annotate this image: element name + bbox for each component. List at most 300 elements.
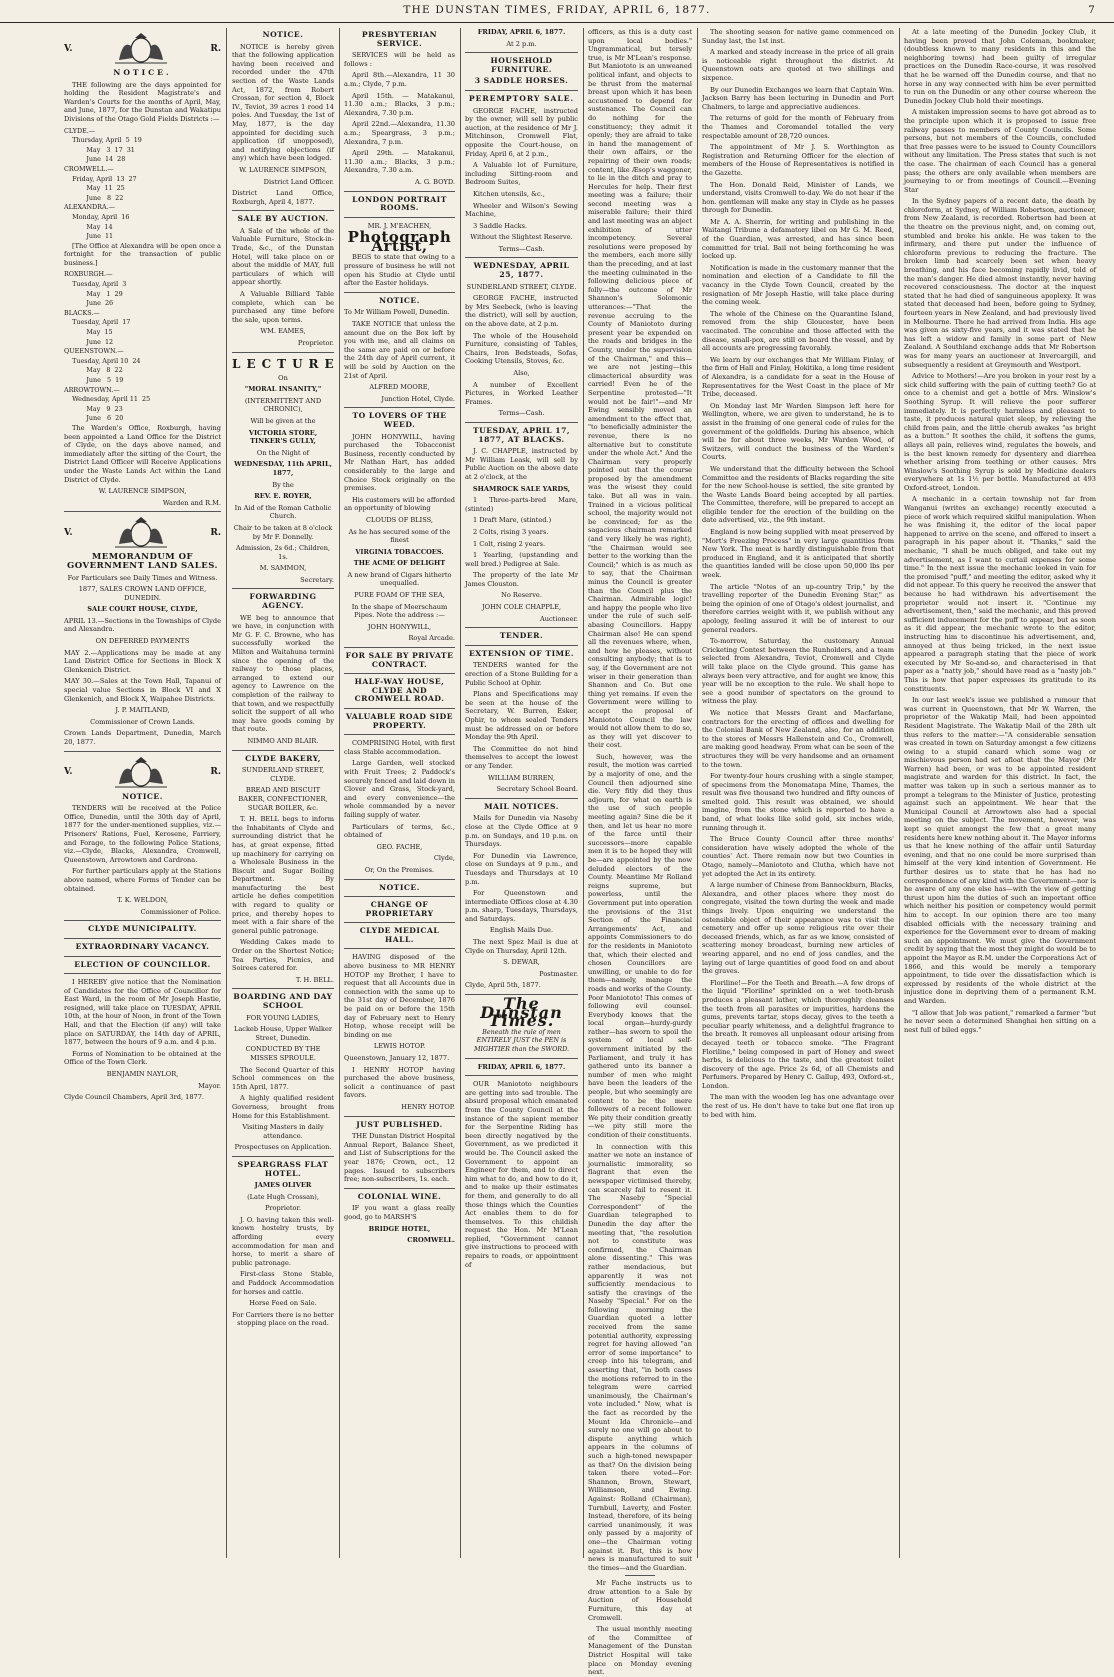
also: Also, xyxy=(513,369,530,377)
separator xyxy=(465,798,578,799)
property-particulars: Particulars of terms, &c., obtained of xyxy=(344,822,455,840)
schedule-line: ALEXANDRA.— xyxy=(64,203,116,212)
courts-notice-body: THE following are the days appointed for holding the Resident Magistrate's and Warden's Courts for the months of April, May, and June, 1877, for the Dunstan and Wakatipu Divisions of the Otago Gold Fields Districts :— xyxy=(64,80,221,123)
news-item-15: To-morrow, Saturday, the customary Annual Cricketing Contest between the Runholders, and a team selected from Alexandra, Teviot, Cromwell and Clyde will take place on the Clyde ground. This game has always been very attractive, and for aught we know, this year will be no exception to the rule. We shall hope to see a good number of spectators on the ground to witness the play. xyxy=(702,637,894,706)
saddle-horses-heading: 3 SADDLE HORSES. xyxy=(474,76,569,86)
naylor-dateline: Clyde Council Chambers, April 3rd, 1877. xyxy=(64,1093,205,1102)
schedule-line: Tuesday, April 3 xyxy=(64,280,127,289)
queenstown-dateline: Queenstown, January 12, 1877. xyxy=(344,1054,450,1062)
bell-body-2: Wedding Cakes made to Order on the Shortest Notice; Tea Parties, Picnics, and Soirees catered for. xyxy=(232,938,334,973)
editorial-part-3: In connection with this matter we note an instance of journalistic immorality, so flagrant that even the newspaper victimised thereby, can scarcely fail to resent it. The Naseby "Special Correspondent" of the Guardian telegraphed to Dunedin the day after the meeting that, "the resolution not to constitute was confirmed, the Chairman alone dissenting." This was rather mendacious, but apparently it was not sufficiently mendacious to satisfy the cravings of the Naseby "Special." For on the following morning the Guardian quoted a letter received from the same potential authority, expressing regret for having allowed "an error of some importance" to creep into his telegram, and asserting that, "in both cases the motions referred to in the telegram were carried unanimously, the Chairman's vote included." Now, what is the fact as recorded by the Mount Ida Chronicle—and surely no one will go about to dispute anything which appears in the columns of such a high-toned newspaper as that? On the division being taken there voted—For: Shannon, Brown, Stewart, Williamson, and Ewing. Against: Rolland (Chairman), Turnbull, Laverty, and Foster. Instead, therefore, of its being carried unanimously, it was only passed by a majority of one—the Chairman voting against it. But, this is how news is manufactured to suit the times—and the Guardian. xyxy=(588,1142,692,1572)
halfway-house-heading: HALF-WAY HOUSE, CLYDE AND CROMWELL ROAD. xyxy=(354,677,445,704)
schedule-line: ROXBURGH.— xyxy=(64,270,113,279)
lecture-venue: VICTORIA STORE, TINKER'S GULLY, xyxy=(248,428,318,446)
bell-body: T. H. BELL begs to inform the Inhabitants of Clyde and surrounding district that he has, at great expense, fitted up machinery for carrying on a Wholesale Business in the Biscuit and Sugar Boiling Department. By manufacturing the best article he defies competition with regard to quality or price, and thereby hopes to meet with a fair share of the general public patronage. xyxy=(232,815,334,935)
no-reserve: No Reserve. xyxy=(501,591,542,600)
presbyterian-heading: PRESBYTERIAN SERVICE. xyxy=(361,30,438,48)
colonial-wine-body: IF you want a glass really good, go to MARSH'S xyxy=(344,1204,455,1221)
dewar-signature: S. DEWAR, xyxy=(503,958,540,967)
weldon-title: Commissioner of Police. xyxy=(140,907,221,916)
tender-heading: TENDER. xyxy=(499,631,544,641)
london-portrait-heading: LONDON PORTRAIT ROOMS. xyxy=(352,194,447,213)
lecture-heading: LECTURE xyxy=(232,356,340,371)
schedule-line: June 11 xyxy=(64,232,114,241)
news-item-7: Mr A. A. Sherrin, for writing and publishing in the Waitangi Tribune a defamatory libel on Mr G. M. Reed, of the Guardian, was arrested, and has since been committed for trial. Bail not being forthcoming he was locked up. xyxy=(702,217,894,261)
editorial-part-2: Such, however, was the result, the motion was carried by a majority of one, and the Council then adjourned sine die. Very fitly did they thus adjourn, for what on earth is the use of such people meeting again? Sine die be it then, and let us hear no more of the farce until their successors—more capable men it is to be hoped they will be—are appointed by the now deluded electors of the County. Meantime Mr Rolland reigns supreme, but powerless, until the Government put into operation the provisions of the 31st Section of the Financial Arrangements' Act, and appoints Commissioners to do for the residents in Maniototo that, which their elected and chosen Councillors are unwilling, or unable to do for them—namely, manage the roads and works of the County. Poor Maniototo! This comes of following evil counsel. Everybody knows that the local organ—hurdy-gurdy rather—has sworn to spoil the system of local self-government initiated by the Parliament, and truly it has gathered unto its banner a number of men who might have been the leaders of the people, but who seemingly are content to be the mere followers of a recent follower. We pity their condition greatly—we pity still more the condition of their constituents. xyxy=(588,752,692,1139)
land-office-dateline: District Land Office, Roxburgh, April 4, 1877. xyxy=(232,189,334,206)
column-2 xyxy=(228,28,338,1558)
lecture-by: By the xyxy=(272,480,294,489)
election-body-2: Forms of Nomination to be obtained at the Office of the Town Clerk. xyxy=(64,1049,221,1067)
schedule-line: Thursday, April 5 19 xyxy=(64,136,142,145)
weed-body: JOHN HONYWILL, having purchased the Tobacconist Business, recently conducted by Mr Nathan Hart, has added considerably to the large and Choice Stock originally on the premises. xyxy=(344,432,455,493)
horse-lot-2: 1 Draft Mare, (stinted.) xyxy=(473,516,552,525)
just-published-heading: JUST PUBLISHED. xyxy=(356,1119,443,1129)
oliver-horse-feed: Horse Feed on Sale. xyxy=(249,1299,317,1308)
oliver-late: (Late Hugh Crossan), xyxy=(247,1192,319,1201)
separator xyxy=(344,191,455,192)
peremptory-sale-heading: PEREMPTORY SALE. xyxy=(468,93,575,103)
schedule-line: QUEENSTOWN.— xyxy=(64,347,124,356)
royal-crest xyxy=(64,32,221,66)
fache-signature: GEO. FACHE, xyxy=(376,842,423,851)
presbyterian-line-4: April 29th. — Matakanui, 11.30 a.m.; Blacks, 3 p.m.; Alexandra, 7.30 a.m. xyxy=(344,149,455,175)
presbyterian-line-3: April 22nd.—Alexandra, 11.30 a.m.; Speargrass, 3 p.m.; Alexandra, 7 p.m. xyxy=(344,120,455,146)
separator xyxy=(232,352,334,353)
crest-letter-v: V. xyxy=(64,43,73,54)
speargrass-heading: SPEARGRASS FLAT HOTEL. xyxy=(237,1159,329,1178)
separator xyxy=(344,708,455,709)
schedule-line: June 5 19 xyxy=(64,376,124,384)
page-header xyxy=(0,0,1114,23)
memo-sales-office: 1877, SALES CROWN LAND OFFICE, DUNEDIN. xyxy=(78,585,207,602)
clouston-property: The property of the late Mr James Clouston. xyxy=(465,571,578,588)
separator xyxy=(465,90,578,91)
simpson-signature: W. LAURENCE SIMPSON, xyxy=(239,165,327,174)
schedule-line: May 15 xyxy=(64,328,113,337)
news-item-13: England is now being supplied with meat preserved by "Mort's Freezing Process" in very large quantities from New York. The meat is hardly distinguishable from that produced in England, and it is anticipated that shortly the quantities landed will be close upon 50,000 lbs per week. xyxy=(702,528,894,580)
chapple-body: J. C. CHAPPLE, instructed by Mr William Leask, will sell by Public Auction on the above date at 2 o'clock, at the xyxy=(465,447,578,481)
separator xyxy=(232,988,334,989)
schedule-line: May 8 22 xyxy=(64,366,123,375)
separator xyxy=(64,511,221,512)
moore-address: Junction Hotel, Clyde. xyxy=(381,394,455,403)
news-item-8: Notification is made in the customary manner that the nomination and election of a Candidate to fill the vacancy in the Clyde Town Council, created by the resignation of Mr Joseph Hastie, will take place during the coming week. xyxy=(702,263,894,307)
lecture-given: Will be given at the xyxy=(250,416,316,425)
news-item-6: The Hon. Donald Reid, Minister of Lands, we understand, visits Cromwell to-day. We do not hear if the hon. gentleman will make any stay in Clyde as he passes through for Dunedin. xyxy=(702,180,894,215)
separator xyxy=(465,645,578,646)
memo-heading: MEMORANDUM OF GOVERNMENT LAND SALES. xyxy=(66,552,219,571)
news-item-28: "I allow that Job was patient," remarked a farmer "but he never seen a determined Shanghai hen sitting on a nest full of biled eggs." xyxy=(904,1008,1096,1034)
page-number: 7 xyxy=(1088,4,1096,16)
mail-notices-heading: MAIL NOTICES. xyxy=(484,801,559,811)
simpson-title: District Land Officer. xyxy=(263,177,334,186)
separator xyxy=(625,1575,655,1576)
police-notice-body-2: For further particulars apply at the Stations above named, where Forms of Tender can be obtained. xyxy=(64,867,221,893)
boarding-prospectuses: Prospectuses on Application. xyxy=(234,1143,332,1152)
separator xyxy=(344,922,455,923)
burren-signature: WILLIAM BURREN, xyxy=(488,773,555,782)
schedule-line: Tuesday, April 10 24 xyxy=(64,356,141,365)
sale-may-2: MAY 2.—Applications may be made at any Land District Office for Sections in Block X Glenkenich District. xyxy=(64,648,221,674)
oliver-stable: First-class Stone Stable, and Paddock Accommodation for horses and cattle. xyxy=(232,1270,334,1296)
news-item-11: On Monday last Mr Warden Simpson left here for Wellington, where, we are given to understand, he is to assist in the framing of one general code of rules for the government of the goldfields. During his absence, which will be for about three weeks, Mr Warden Wood, of Switzers, will conduct the business of the Warden's Courts. xyxy=(702,401,894,462)
warden-note: The Warden's Office, Roxburgh, having been appointed a Land Office for the District of Clyde, on the days above named, and immediately after the sitting of the Court, the District Land Officer will Receive Applications under the Waste Lands Act within the Land District of Clyde. xyxy=(64,423,221,484)
separator xyxy=(344,879,455,880)
meachen-name: MR. J. M'EACHEN, xyxy=(367,221,432,230)
column-rule xyxy=(226,28,227,1558)
news-item-18: The Bruce County Council after three months' consideration have wisely adopted the whole of the counties' Act. There remain now but two Counties in Otago, namely—Maniototo and Clutha, which have not yet adopted the Act in its entirety. xyxy=(702,835,894,878)
fache-notice: Mr Fache instructs us to draw attention to a Sale by Auction of Household Furniture, this day at Cromwell. xyxy=(588,1579,692,1622)
boarding-heading: BOARDING AND DAY SCHOOL xyxy=(233,992,333,1010)
extension-heading: EXTENSION OF TIME. xyxy=(469,648,574,658)
powell-body: TAKE NOTICE that unless the amount due on the Box left by you with me, and all claims on the same are paid on or before the 24th day of April current, it will be sold by Auction on the 21st of April. xyxy=(344,320,455,380)
presbyterian-line-1: April 8th.—Alexandra, 11 30 a.m.; Clyde, 7 p.m. xyxy=(344,71,455,88)
maitland-signature: J. P. MAITLAND, xyxy=(115,706,170,715)
memo-subheading: For Particulars see Daily Times and Witness. xyxy=(67,573,218,582)
editorial-opening: OUR Maniototo neighbours are getting into sad trouble. The absurd proposal which emanated from the County Council at the instance of the sapient member for the Serpentine Riding has been directly negatived by the Government, as we predicted it would be. The Council asked the Government to appoint an Engineer for them, and to direct him what to do, and how to do it, and to make up their estimates for them, and generally to do all those things which the Counties Act enables them to do for themselves. To this childish request the Hon. Mr M'Lean replied, "Government cannot give instructions to proceed with repairs to roads, or appointment of xyxy=(465,1080,578,1269)
dewar-title: Postmaster. xyxy=(539,969,578,978)
eames-signature: WM. EAMES, xyxy=(260,327,306,336)
bridge-hotel: BRIDGE HOTEL, xyxy=(368,1224,431,1233)
alexandra-note: [The Office at Alexandra will be open once a fortnight for the transaction of public business.] xyxy=(64,241,221,267)
property-premises: Or, On the Premises. xyxy=(364,865,435,874)
column-3 xyxy=(340,28,459,1558)
separator xyxy=(64,751,221,752)
schedule-line: May 11 25 xyxy=(64,184,125,193)
schedule-line: ARROWTOWN.— xyxy=(64,385,120,394)
sale-court-house: SALE COURT HOUSE, CLYDE, xyxy=(87,605,198,614)
horse-lot-1: 1 Three-parts-bred Mare, (stinted) xyxy=(465,496,578,513)
column-6 xyxy=(698,28,898,1558)
forwarding-body: WE beg to announce that we have, in conjunction with Mr G. F. C. Browne, who has successfully worked the Milton and Waitahuna termini since the opening of the railway to those places, arranged to extend our agency to Lawrence on the completion of the railway to that town, and we respectfully solicit the support of all who may have goods coming by that route. xyxy=(232,613,334,734)
honywill-name: JOHN HONYWILL, xyxy=(367,622,432,631)
sunderland-street: SUNDERLAND STREET, CLYDE. xyxy=(466,282,577,291)
news-item-17: For twenty-four hours crushing with a single stamper, of specimens from the Monomatapa Mine, Thames, the result was five thousand two hundred and fifty ounces of smelted gold. This result was obtained, we should imagine, from the stone which is reported to have a band, of what looks like solid gold, six inches wide, running through it. xyxy=(702,772,894,832)
photograph-artist-heading: Photograph Artist, xyxy=(347,228,452,255)
sale-april-13: APRIL 13.—Sections in the Townships of Clyde and Alexandra. xyxy=(64,616,221,634)
sale-date: FRIDAY, APRIL 6, 1877. xyxy=(477,28,566,36)
horse-lot-3: 2 Colts, rising 3 years. xyxy=(473,527,549,536)
foam-of-the-sea: PURE FOAM OF THE SEA, xyxy=(354,591,445,600)
news-item-1: The shooting season for native game commenced on Sunday last, the 1st inst. xyxy=(702,28,894,45)
land-notice-body: NOTICE is hereby given that the following application having been received and recorded under the 47th section of the Waste Lands Act, 1872, from Robert Crossan, for section 4, Block IV., Teviot, 39 acres 1 rood 14 poles. And Tuesday, the 1st of May, 1877, is the day appointed for deciding such application (if unopposed), and notifying objections (if any) which have been lodged. xyxy=(232,42,334,163)
forwarding-heading: FORWARDING AGENCY. xyxy=(249,592,317,611)
police-notice-heading: NOTICE. xyxy=(122,791,163,801)
royal-arms-icon xyxy=(111,516,171,550)
news-item-26: A mechanic in a certain township not far from Wanganui (writes an exchange) recently executed a piece of work which required skilful manipulation. When he was finishing it, the editor of the local paper happened to arrive on the scene, and offered to insert a paragraph in his paper about it. "Thanks," said the mechanic, "I shall be much obliged, and take out my advertisement, as I want to curtail expenses for some time." In the next issue the mechanic looked in vain for the promised "puff," and meeting the editor, asked why it did not appear. To this query he received the answer that because he had withdrawn his advertisement the proprietor would not insert it. "Continue my advertisement, then," said the mechanic, and this proved sufficient inducement for the puff to appear, but as soon as it did appear, the mechanic wrote to the editor, instructing him to discontinue his advertisement, and, annoyed at thus being tricked, in the next issue appeared a paragraph stating that the piece of work executed by Mr So-and-so, and characterised in that paper as a "natty job," should have read as a "nasty job." This is how that paper expresses its gratitude to its constituents. xyxy=(904,495,1096,693)
tender-body-2: Plans and Specifications may be seen at the house of the Secretary, W. Burren, Esker, Ophir, to whom sealed Tenders must be addressed on or before Monday the 9th April. xyxy=(465,690,578,742)
naylor-signature: BENJAMIN NAYLOR, xyxy=(106,1070,179,1079)
separator xyxy=(344,734,455,735)
lecture-speaker: REV. E. ROYER, xyxy=(254,492,312,501)
schedule-line: CLYDE.— xyxy=(64,126,96,135)
weed-secured: As he has secured some of the finest xyxy=(348,527,451,545)
separator xyxy=(465,52,578,53)
separator xyxy=(465,1058,578,1059)
separator xyxy=(64,956,221,957)
private-contract-heading: FOR SALE BY PRIVATE CONTRACT. xyxy=(345,651,454,669)
schedule-line: Monday, April 16 xyxy=(64,212,130,221)
separator xyxy=(465,1075,578,1076)
election-body: I HEREBY give notice that the Nomination of Candidates for the Office of Councillor for East Ward, in the room of Mr Joseph Hastie, resigned, will take place on TUESDAY, APRIL 10th, at the hour of Noon, in front of the Town Hall, and that the Election (if any) will take place on SATURDAY, the 14th day of APRIL, 1877, between the hours of 9 a.m. and 4 p.m. xyxy=(64,978,221,1047)
auction-body-2: A Valuable Billiard Table complete, which can be purchased any time before the sale, upon terms. xyxy=(232,290,334,324)
lecture-subtitle: (INTERMITTENT AND CHRONIC), xyxy=(244,396,322,414)
news-item-21: The man with the wooden leg has one advantage over the rest of us. He don't have to take but one flat iron up to bed with him. xyxy=(702,1093,894,1119)
lecture-night: On the Night of xyxy=(256,448,310,457)
tender-body: TENDERS wanted for the erection of a Stone Building for a Public School at Ophir. xyxy=(465,661,578,687)
property-garden: Large Garden, well stocked with Fruit Trees; 2 Paddock's securely fenced and laid down in Clover and Grass, Stock-yard, and every convenience—the whole commanded by a never failing supply of water. xyxy=(344,759,455,819)
masthead-motto: Beneath the rule of men ENTIRELY JUST the PEN is MIGHTIER than the SWORD. xyxy=(473,1027,570,1053)
clyde-dateline: Clyde, April 5th, 1877. xyxy=(465,981,541,990)
tender-body-3: The Committee do not bind themselves to accept the lowest or any Tender. xyxy=(465,744,578,770)
medical-hall-heading: CLYDE MEDICAL HALL. xyxy=(359,926,440,944)
masthead: The Dunstan Times. xyxy=(480,994,563,1031)
news-item-9: The whole of the Chinese on the Quarantine Island, removed from the ship Gloucester, have been vaccinated. The concubine and those affected with the disease, small-pox, are still on board the vessel, and by all accounts are progressing favorably. xyxy=(702,309,894,353)
bridge-hotel-town: CROMWELL. xyxy=(407,1236,455,1245)
naylor-title: Mayor. xyxy=(198,1081,221,1090)
separator xyxy=(344,896,455,897)
crest-letter-r: R. xyxy=(210,43,221,54)
separator xyxy=(64,920,221,921)
separator xyxy=(344,1188,455,1189)
virginia-tobaccoes: VIRGINIA TOBACCOES. xyxy=(355,547,444,556)
chapple-title: Auctioneer. xyxy=(539,614,578,623)
land-notice-heading: NOTICE. xyxy=(262,30,304,39)
royal-crest xyxy=(64,756,221,790)
henry-hotop-signature: HENRY HOTOP. xyxy=(401,1102,455,1111)
weed-body-2: His customers will be afforded an opportunity of blowing xyxy=(344,495,455,513)
news-item-23: A mistaken impression seems to have got abroad as to the principle upon which it is proposed to issue free railway passes to members of County Councils. Some persons, but not members of the Councils, concluded that free passes were to be issued to County Councillors without any limitation. The Press states that such is not the case. The chairman of each Council has a general pass; the others are only available when members are journeying to or from meetings of Council.—Evening Star xyxy=(904,108,1096,194)
news-item-22: At a late meeting of the Dunedin Jockey Club, it having been proved that John Coleman, bookmaker, (doubtless known to many residents in this and the neighboring towns) had been guilty of irregular practices on the Dunedin Race-course, it was resolved that he be warned off the Dunedin course, and that no horse in any way connected with him be ever permitted to run on the Dunedin or any other course whereon the Dunedin Jockey Club hold their meetings. xyxy=(904,28,1096,105)
horse-lot-5: 1 Yearling, (upstanding and well bred.) Pedigree at Sale. xyxy=(465,551,578,568)
acme-of-delight: THE ACME OF DELIGHT xyxy=(353,559,446,568)
fache-sale-body: GEORGE FACHE, instructed by the owner, will sell by public auction, at the residence of Mr J. Mitchinson, Cromwell Flat, opposite the Court-house, on Friday, April 6, at 2 p.m., xyxy=(465,106,578,158)
news-item-25: Advice to Mothers!—Are you broken in your rest by a sick child suffering with the pain of cutting teeth? Go at once to a chemist and get a bottle of Mrs. Winslow's Soothing Syrup. It will relieve the poor sufferer immediately. It is perfectly harmless and pleasant to taste, it produces natural quiet sleep, by relieving the child from pain, and the little cherub awakes "as bright as a button." It soothes the child, it softens the gums, allays all pain, relieves wind, regulates the bowels, and is the best known remedy for dysentery and diarrhea whether arising from teething or other causes. Mrs Winslow's Soothing Syrup is sold by Medicine dealers everywhere at 1s 1½ per bottle. Manufactured at 493 Oxford-street, London. xyxy=(904,372,1096,492)
blacks-sale-heading: TUESDAY, APRIL 17, 1877, AT BLACKS. xyxy=(472,425,571,444)
english-mails: English Mails Due. xyxy=(489,926,554,935)
separator xyxy=(465,627,578,628)
burren-title: Secretary School Board. xyxy=(496,785,578,794)
horse-lot-4: 1 Colt, rising 2 years. xyxy=(473,539,546,548)
court-schedule xyxy=(64,127,221,241)
weldon-signature: T. K. WELDON, xyxy=(117,896,168,905)
warden-signature: W. LAURENCE SIMPSON, xyxy=(98,487,187,496)
boyd-signature: A. G. BOYD. xyxy=(414,177,455,186)
header-title: THE DUNSTAN TIMES, FRIDAY, APRIL 6, 1877. xyxy=(403,4,711,16)
shamrock-yards: SHAMROCK SALE YARDS, xyxy=(472,484,571,493)
sammon-title: Secretary. xyxy=(300,575,334,584)
colonial-wine-heading: COLONIAL WINE. xyxy=(357,1191,442,1201)
oliver-name: JAMES OLIVER xyxy=(254,1181,312,1190)
bakery-heading: CLYDE BAKERY, xyxy=(245,753,321,763)
lot-kitchen: Kitchen utensils, &c., xyxy=(473,189,545,198)
hotop-body: HAVING disposed of the above business to MR HENRY HOTOP my Brother, I have to request that all Accounts due in connection with the same up to the 31st day of December, 1876 be paid on or before the 15th day of February next to Henry Hotop, whose receipt will be binding on me xyxy=(344,953,455,1039)
mail-line-2: For Dunedin via Lawrence, close on Sundays at 9 p.m., and Tuesdays and Thursdays at 10 p.m. xyxy=(465,851,578,886)
news-item-19: A large number of Chinese from Bannockburn, Blacks, Alexandra, and other places where they most do congregate, visited the town during the week and made things lively. Upon enquiring we understand the ostensible object of their appearance was to visit the cemetery and offer up some religious rite over their deceased friends, which, as far as we know, consisted of scattering money broadcast, burning new articles of wearing apparel, and no end of joss candles, and the laying out of large quantities of good food on and about the graves. xyxy=(702,881,894,976)
column-7 xyxy=(900,28,1100,1558)
weed-heading: TO LOVERS OF THE WEED. xyxy=(352,411,447,429)
schedule-line: May 14 xyxy=(64,222,113,231)
notice-heading: NOTICE. xyxy=(113,68,172,77)
moore-signature: ALFRED MOORE, xyxy=(369,383,430,392)
lecture-admission: Admission, 2s 6d.; Children, 1s. xyxy=(235,544,331,561)
separator xyxy=(64,938,221,939)
separator xyxy=(344,647,455,648)
schedule-line: May 9 23 xyxy=(64,404,123,413)
mail-line-1: Mails for Dunedin via Naseby close at the Clyde Office at 9 p.m. on Sundays, and 10 p.m. on Thursdays. xyxy=(465,814,578,849)
bakery-trade: BREAD AND BISCUIT BAKER, CONFECTIONER, SUGAR BOILER, &c. xyxy=(238,786,328,812)
schedule-line: CROMWELL.— xyxy=(64,164,114,173)
warden-title: Warden and R.M. xyxy=(162,498,221,507)
oliver-body: J. O. having taken this well-known hostelry trusts, by affording every accommodation for man and horse, to merit a share of public patronage. xyxy=(232,1215,334,1267)
schedule-line: BLACKS.— xyxy=(64,308,100,317)
hotop-notice-heading: NOTICE. xyxy=(379,882,420,892)
separator xyxy=(465,257,578,258)
lecture-date: WEDNESDAY, 11th APRIL, 1877, xyxy=(234,460,332,477)
boarding-sub: FOR YOUNG LADIES, xyxy=(246,1013,320,1022)
fache-seebeck-body: GEORGE FACHE, instructed by Mrs Seebeck, (who is leaving the district), will sell by auction, on the above date, at 2 p.m. xyxy=(465,294,578,329)
column-5 xyxy=(584,28,696,1677)
clyde-municipality-heading: CLYDE MUNICIPALITY. xyxy=(88,924,197,934)
schedule-line: June 26 xyxy=(64,299,114,308)
news-item-4: The returns of gold for the month of February from the Thames and Coromandel totalled the very respectable amount of 28,720 ounces. xyxy=(702,114,894,140)
schedule-line: June 6 20 xyxy=(64,414,124,423)
cigar-brand: A new brand of Cigars hitherto unequalled. xyxy=(347,570,452,588)
household-whole: The whole of the Household Furniture, consisting of Tables, Chairs, Iron Bedsteads, Sofas, Cooking Utensils, Stoves, &c. xyxy=(465,331,578,366)
royal-crest xyxy=(64,516,221,550)
oliver-carriers: For Carriers there is no better stopping place on the road. xyxy=(232,1310,334,1328)
separator xyxy=(465,422,578,423)
lecture-chair: Chair to be taken at 8 o'clock by Mr F. Donnelly. xyxy=(233,523,333,541)
separator xyxy=(344,948,455,949)
clouds-of-bliss: CLOUDS OF BLISS, xyxy=(366,515,433,524)
separator xyxy=(344,1116,455,1117)
eames-title: Proprietor. xyxy=(297,339,334,347)
editorial-date: FRIDAY, APRIL 6, 1877. xyxy=(477,1062,566,1071)
lot-sewing: Wheeler and Wilson's Sewing Machine, xyxy=(465,201,578,219)
lewis-hotop-signature: LEWIS HOTOP. xyxy=(373,1042,426,1051)
boarding-conducted: CONDUCTED BY THE MISSES SPROULE. xyxy=(245,1045,321,1062)
lecture-aid: In Aid of the Roman Catholic Church. xyxy=(234,503,332,521)
mail-line-3: For Queenstown and intermediate Offices close at 4.30 p.m. sharp, Tuesdays, Thursdays, and Saturdays. xyxy=(465,889,578,923)
news-item-2: A marked and steady increase in the price of all grain is noticeable right throughout the district. At Queenstown oats are quoted at two shillings and sixpence. xyxy=(702,48,894,82)
property-comprising: COMPRISING Hotel, with first class Stable accommodation. xyxy=(344,739,455,756)
royal-arms-icon xyxy=(111,756,171,790)
maitland-dateline: Crown Lands Department, Dunedin, March 20, 1877. xyxy=(64,729,221,746)
sale-may-30: MAY 30.—Sales at the Town Hall, Tapanui of special value Sections in Block VI and X Glenkenich, and Block X, Waipahee Districts. xyxy=(64,677,221,703)
separator xyxy=(344,407,455,408)
sammon-signature: M. SAMMON, xyxy=(259,564,307,573)
schedule-line: Tuesday, April 17 xyxy=(64,318,131,327)
column-4 xyxy=(461,28,582,1558)
change-proprietary-heading: CHANGE OF PROPRIETARY xyxy=(365,900,434,918)
without-reserve: Without the Slightest Reserve. xyxy=(470,233,573,242)
news-item-14: The article "Notes of an up-country Trip," by the travelling reporter of the Dunedin Evening Star," as being the opinion of one of Otago's oldest journalist, and therefore carries weight with it, we publish without any apology, feeling assured it will be of interest to our general readers. xyxy=(702,582,894,634)
meerschaum-pipes: In the shape of Meerschaum Pipes. Note the address :— xyxy=(351,602,448,620)
news-item-27: In our last week's issue we published a rumour that was current in Queenstown, that Mr W. Warren, the proprietor of the Wakatip Mail, had been appointed Resident Magistrate. The Wakatip Mail of the 28th ult thus refers to the matter:—"A considerable sensation was created in town on Saturday amongst a few citizens owing to a stupid canard which some wag or mischievous person had set afloat that the Mayor (Mr Warren) had been, or was to be appointed resident magistrate and warden for this district. In fact, the matter was taken up in such a serious manner as to prompt a telegram to the Minister of Justice, protesting against such an appointment. We hear that the Municipal Council at Arrowtown also had a special meeting on the subject. The movement, however, was kept so quiet amongst the few that a great many residents here knew nothing about it. The Mayor informs us that he knew nothing of the affair until Saturday evening, and that no one could be more surprised than himself at the very kind intention of Government. He further desires us to state that he has had no correspondence of any kind with the Government—nor is he aware of any one else has—with the view of getting thrust upon him the duties of such an important office which neither his position or competency would permit him to accept. In our opinion there are too many disabled officials with the necessary training and experience for the Government ever to dream of making such an appointment. We must give the Government credit by saying that the most they might do would be to appoint the Mayor as R.M. under the Corporations Act of 1866, and this would be merely a temporary appointment, to tide over the dissatisfaction which is expressed by residents of the whole district at the injustice done in depriving them of a permanent R.M. and Warden. xyxy=(904,696,1096,1005)
honywill-address: Royal Arcade. xyxy=(408,634,455,643)
schedule-line: June 12 xyxy=(64,337,114,346)
editorial-part-1: officers, as this is a duty cast upon local bodies." Ungrammatical, but tersely true, is Mr M'Lean's response. But Maniototo is an unweaned political infant, and objects to be thrust from the maternal breast upon which it has been accustomed to depend for sustenance. The Council can do nothing for the constituency; they admit it openly; they are afraid to take in hand the management of their own affairs, or the repairing of their own roads; content, like Æsop's waggoner, to lie in the ditch and pray to Hercules for help. Their first meeting was a failure; their second meeting was a miserable failure; their third and last meeting was an abject exhibition of utter incompetency. Several resolutions were proposed by the members, each more silly than the preceding, and at last the meeting culminated in the following delicious piece of folly—the outcome of Mr Shannon's Solomonic utterances:—"That the revenue accruing to the County of Maniototo during present year be expended on the roads and bridges in the County, under the supervision of the Chairman," and this—we are not jesting—this climacterical absurdity was carried! Even he of the Serpentine protested—"It would not be fair!"—and Mr Ewing sensibly moved an amendment to the effect that, "to beneficially administer the revenue, there is no alternative but to constitute under the whole Act." And the Chairman very properly pointed out that the course proposed by the amendment was the wisest they could take. But all was in vain. Trained in a vicious political school, the majority would not be convinced; for as the sagacious chairman remarked (and very likely he was right), "the Chairman would see better to the working than the Council;" which is as much as to say, that the Chairman minus the Council is greater than the Council plus the Chairman. Admirable logic! and happy the people who live under the rule of such self-abasing Councillors. Happy Chairman also! He can spend all the revenues where, when, and how he pleases, without consulting anybody; that is to say, if the Government are not wiser in their generation than Shannon and Co. But one thing yet remains. If even the Government were willing to accept the proposal of Maniototo Council the law would not allow them to do so, as they will yet discover to their cost. xyxy=(588,28,692,750)
sale-time: At 2 p.m. xyxy=(506,39,537,48)
police-notice-body: TENDERS will be received at the Police Office, Dunedin, until the 30th day of April, 1877 for the under-mentioned supplies, viz.—Prisoners' Rations, Fuel, Kerosene, Farriery, and Forage, to the following Police Stations, viz.—Clyde, Blacks, Alexandra, Cromwell, Queenstown, Arrowtown and Cardrona. xyxy=(64,804,221,864)
fache-town: Clyde, xyxy=(433,854,455,863)
lecture-on: On xyxy=(278,373,288,382)
powell-addressee: To Mr William Powell, Dunedin. xyxy=(344,308,450,317)
deferred-payments: ON DEFERRED PAYMENTS xyxy=(95,637,190,646)
schedule-line: May 3 17 31 xyxy=(64,145,135,154)
bakery-address: SUNDERLAND STREET, CLYDE. xyxy=(241,766,325,783)
schedule-line: June 8 22 xyxy=(64,193,124,202)
bell-signature: T. H. BELL. xyxy=(295,975,334,984)
wednesday-sale-heading: WEDNESDAY, APRIL 25, 1877. xyxy=(473,261,570,280)
news-item-5: The appointment of Mr J. S. Worthington as Registration and Returning Officer for the election of members of the House of Representatives is notified in the Gazette. xyxy=(702,143,894,177)
schedule-line: Wednesday, April 11 25 xyxy=(64,395,151,404)
schedule-line: June 14 28 xyxy=(64,155,126,164)
lot-hacks: 3 Saddle Hacks. xyxy=(473,221,528,230)
separator xyxy=(232,750,334,751)
crest-letter-v: V. xyxy=(64,767,73,778)
separator xyxy=(232,588,334,589)
news-item-16: We notice that Messrs Grant and Macfarlane, contractors for the erecting of offices and dwelling for the Colonial Bank of New Zealand, also, for an addition to the stores of Messrs Hallenstein and Co., Cromwell, are making good headway. From what can be seen of the structures they will be very handsome and an ornament to the town. xyxy=(702,708,894,769)
auction-heading: SALE BY AUCTION. xyxy=(237,214,329,224)
terms-cash-2: Terms—Cash. xyxy=(498,409,545,418)
hospital-meeting: The usual monthly meeting of the Committee of Management of the Dunstan District Hospital will take place on Monday evening next. xyxy=(588,1625,692,1677)
column-1 xyxy=(60,28,225,1558)
henry-hotop-body: I HENRY HOTOP having purchased the above business, solicit a continuance of past favors. xyxy=(344,1065,455,1100)
presbyterian-body: SERVICES will be held as follows : xyxy=(344,51,455,68)
crest-letter-r: R. xyxy=(210,767,221,778)
photograph-body: BEGS to state that owing to a pressure of business he will not open his Studio at Clyde until after the Easter holidays. xyxy=(344,253,455,288)
news-item-10: We learn by our exchanges that Mr William Finlay, of the firm of Hall and Finlay, Hokitika, a long time resident of Alexandra, is a candidate for a seat in the House of Representatives for the West Coast in the place of Mr Tribe, deceased. xyxy=(702,355,894,399)
terms-cash: Terms—Cash. xyxy=(498,244,545,253)
extraordinary-vacancy-heading: EXTRAORDINARY VACANCY. xyxy=(75,941,210,951)
separator xyxy=(344,217,455,218)
schedule-line: Friday, April 13 27 xyxy=(64,174,137,183)
excellent-pictures: A number of Excellent Pictures, in Worked Leather Frames. xyxy=(465,380,578,406)
lecture-title: "MORAL INSANITY," xyxy=(244,385,322,394)
crest-letter-v: V. xyxy=(64,528,73,539)
oliver-title: Proprietor. xyxy=(264,1204,302,1213)
news-item-12: We understand that the difficulty between the School Committee and the residents of Blacks regarding the site for the new School-house is settled, the site granted by the Waste Lands Board being accepted by all parties. The Committee, therefore, will be prepared to accept an eligible tender for the erection of the building on the date advertised, viz., the 9th instant. xyxy=(702,464,895,525)
road-side-property-heading: VALUABLE ROAD SIDE PROPERTY. xyxy=(345,712,454,730)
nimmo-signature: NIMMO AND BLAIR. xyxy=(247,736,319,745)
royal-arms-icon xyxy=(111,32,171,66)
spez-mail: The next Spez Mail is due at Clyde on Thursday, April 12th. xyxy=(465,938,578,955)
news-item-24: In the Sydney papers of a recent date, the death by chloroform, at Sydney, of William Robertson, auctioneer, from New Zealand, is recorded. Robertson had been at the theatre on the previous night, and, on coming out, stumbled and broke his ankle. He was taken to the infirmary, and there put under the influence of chloroform previous to reducing the fracture. The broken limb had scarcely been set when heavy breathing, and his face becoming rapidly livid, told of the man's danger. He died almost instantly, never having recovered consciousness. The doctor at the inquest stated that he had died of sanguineous apoplexy. It was stated that deceased had been, before going to Sydney, fourteen years in New Zealand, and had previously lived in Melbourne. There he had arrived from India. His age was given as sixty-five years, and it was stated that he has left a widow and family in some part of New Zealand. A Southland exchange adds that Mr Robertson was for many years an auctioneer at Invercargill, and subsequently a resident at Greymouth and Westport. xyxy=(904,197,1096,369)
separator xyxy=(64,973,221,974)
news-item-3: By our Dunedin Exchanges we learn that Captain Wm. Jackson Barry has been lecturing in Dunedin and Port Chalmers, to large and appreciative audiences. xyxy=(702,85,894,111)
hospital-report-body: THE Dunstan District Hospital Annual Report, Balance Sheet, and List of Subscriptions for the year 1876; Crown, oct., 12 pages. Issued to subscribers free; non-subscribers, 1s. each. xyxy=(344,1132,455,1184)
boarding-quarter: The Second Quarter of this School commences on the 15th April, 1877. xyxy=(232,1065,334,1091)
schedule-line: May 1 29 xyxy=(64,289,123,298)
boarding-masters: Visiting Masters in daily attendance. xyxy=(242,1123,324,1140)
boarding-address: Lackeb House, Upper Walker Street, Dunedin. xyxy=(233,1025,333,1042)
auction-body: A Sale of the whole of the Valuable Furniture, Stock-in-Trade, &c., of the Dunstan Hotel, will take place on or about the middle of MAY, full particulars of which will appear shortly. xyxy=(232,226,334,287)
presbyterian-line-2: April 15th. — Matakanui, 11.30 a.m.; Blacks, 3 p.m.; Alexandra, 7.30 p.m. xyxy=(344,91,455,117)
separator xyxy=(344,673,455,674)
maitland-title: Commissioner of Crown Lands. xyxy=(90,717,195,726)
chapple-signature: JOHN COLE CHAPPLE, xyxy=(481,603,562,612)
news-item-20: Floriline!—For the Teeth and Breath.—A few drops of the liquid "Floriline" sprinkled on a wet tooth-brush produces a pleasant lather, which thoroughly cleanses the teeth from all parasites or impurities, hardens the gums, prevents tartar, stops decay, gives to the teeth a peculiar pearly whiteness, and a delightful fragrance to the breath. It removes all unpleasant odour arising from decayed teeth or tobacco smoke. "The Fragrant Floriline," being composed in part of Honey and sweet herbs, is delicious to the taste, and the greatest toilet discovery of the age. Price 2s 6d, of all Chemists and Perfumers. Prepared by Henry C. Gallup, 493, Oxford-st., London. xyxy=(702,978,894,1090)
court-schedule-continued xyxy=(64,270,221,423)
lot-furniture: A Valuable lot of Furniture, including Sitting-room and Bedroom Suites, xyxy=(465,161,578,187)
election-heading: ELECTION OF COUNCILLOR. xyxy=(74,959,211,969)
separator xyxy=(232,210,334,211)
boarding-governess: A highly qualified resident Governess, brought from Home for this Establishment. xyxy=(232,1094,334,1120)
powell-notice-heading: NOTICE. xyxy=(379,295,420,305)
